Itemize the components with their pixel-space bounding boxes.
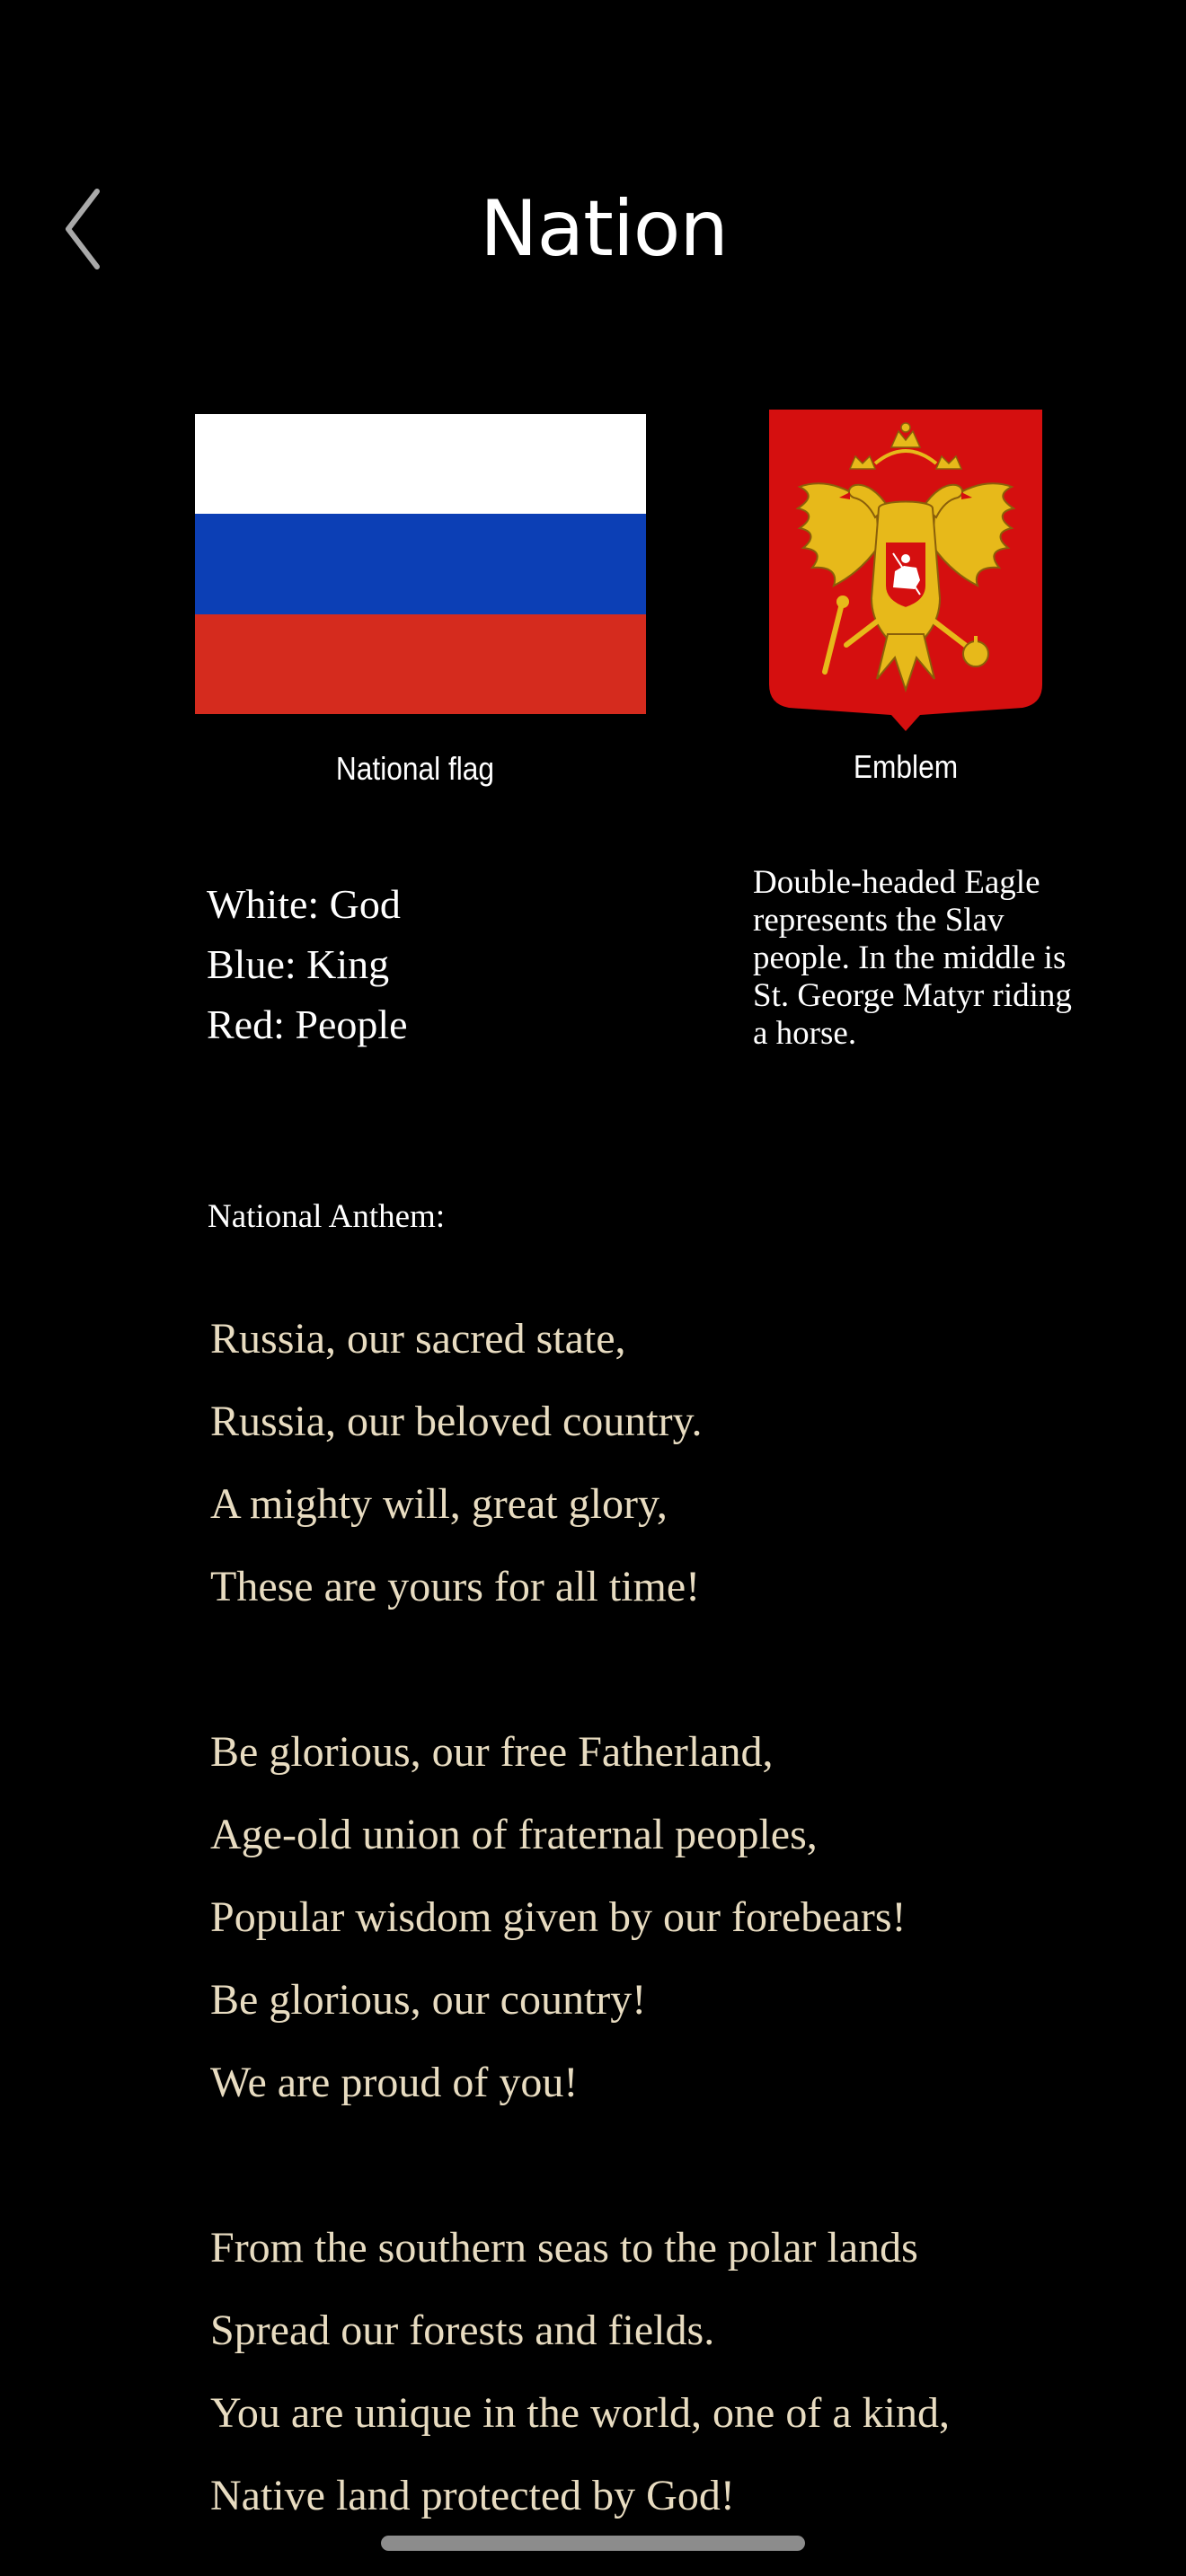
flag-stripe-white <box>195 414 646 514</box>
anthem-line: Russia, our sacred state, <box>210 1315 626 1363</box>
page-title: Nation <box>480 184 728 274</box>
double-headed-eagle-icon <box>769 410 1042 731</box>
flag-meaning-white: White: God <box>207 881 401 927</box>
flag-meaning-blue: Blue: King <box>207 941 390 987</box>
emblem-image <box>769 410 1042 731</box>
national-flag-image <box>195 414 646 714</box>
flag-caption: National flag <box>335 750 495 787</box>
anthem-line: We are proud of you! <box>210 2059 579 2106</box>
anthem-line: Be glorious, our country! <box>210 1976 647 2024</box>
anthem-line: A mighty will, great glory, <box>210 1480 668 1528</box>
anthem-line: Be glorious, our free Fatherland, <box>210 1728 774 1776</box>
anthem-heading: National Anthem: <box>208 1198 446 1235</box>
anthem-line: Spread our forests and fields. <box>210 2307 715 2354</box>
anthem-line: You are unique in the world, one of a kind, <box>210 2389 950 2437</box>
stanza-gap <box>210 2124 1163 2207</box>
home-indicator[interactable] <box>381 2536 805 2551</box>
flag-stripe-red <box>195 614 646 714</box>
anthem-lyrics <box>210 1298 1163 2537</box>
anthem-line: Native land protected by God! <box>210 2472 735 2519</box>
emblem-description: Double-headed Eagle represents the Slav people. In the middle is St. George Matyr riding a horse. <box>753 864 1072 1052</box>
anthem-line: Russia, our beloved country. <box>210 1398 703 1445</box>
flag-stripe-blue <box>195 514 646 613</box>
emblem-caption: Emblem <box>853 748 959 785</box>
anthem-line: These are yours for all time! <box>210 1563 701 1610</box>
stanza-gap <box>210 1628 1163 1711</box>
anthem-line: Age-old union of fraternal peoples, <box>210 1811 818 1858</box>
flag-meaning-red: Red: People <box>207 1001 408 1047</box>
anthem-line: Popular wisdom given by our forebears! <box>210 1893 907 1941</box>
anthem-line: From the southern seas to the polar lands <box>210 2224 918 2272</box>
flag-meaning-list <box>207 874 656 1054</box>
